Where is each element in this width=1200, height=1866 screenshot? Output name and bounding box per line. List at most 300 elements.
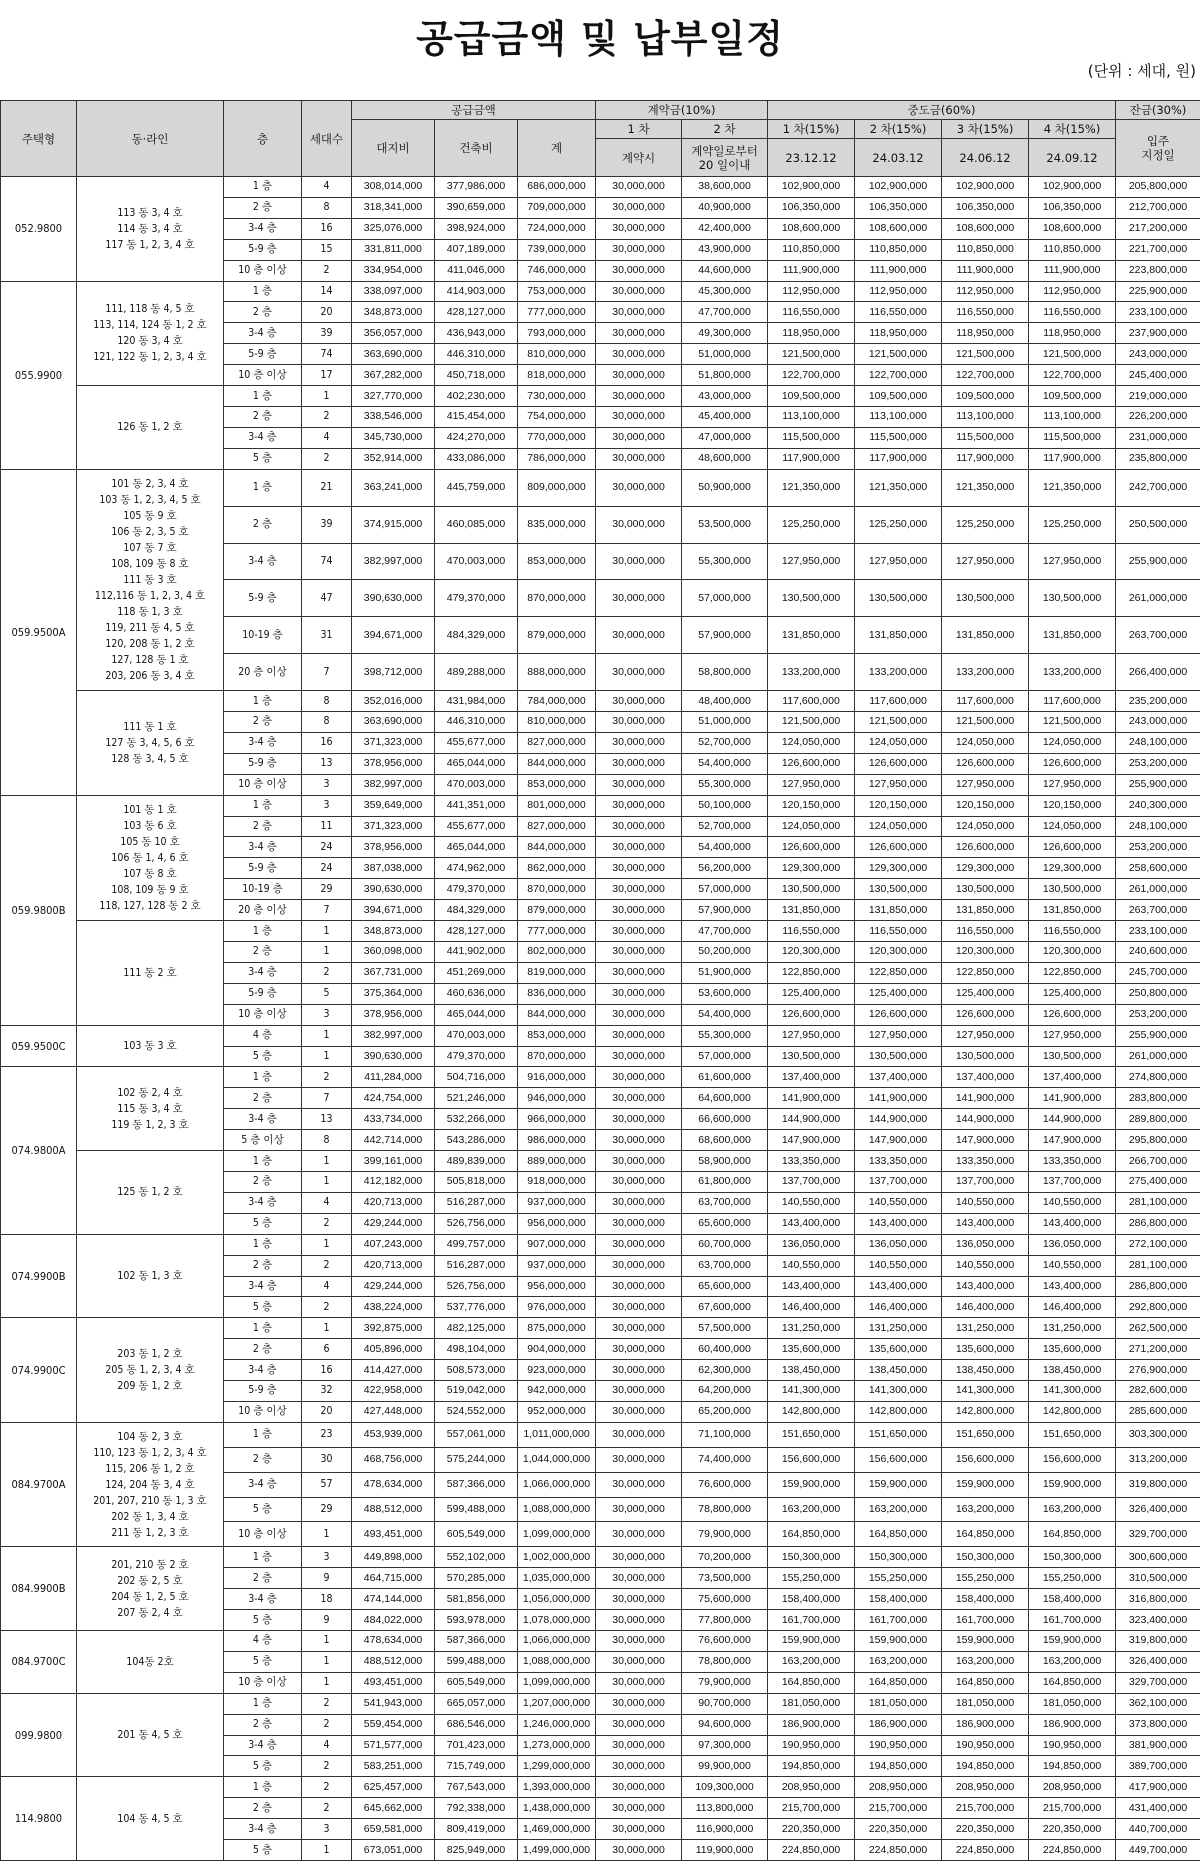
total-cell: 1,299,000,000 bbox=[518, 1756, 596, 1777]
floor-cell: 3-4 층 bbox=[224, 1109, 302, 1130]
middle3-cell: 131,850,000 bbox=[942, 617, 1029, 654]
contract1-cell: 30,000,000 bbox=[596, 1422, 682, 1447]
contract1-cell: 30,000,000 bbox=[596, 1318, 682, 1339]
contract2-cell: 44,600,000 bbox=[682, 260, 768, 281]
contract2-cell: 61,800,000 bbox=[682, 1171, 768, 1192]
total-cell: 801,000,000 bbox=[518, 795, 596, 816]
middle1-cell: 140,550,000 bbox=[768, 1255, 855, 1276]
middle2-cell: 143,400,000 bbox=[855, 1213, 942, 1234]
table-row bbox=[1, 386, 1200, 407]
total-cell: 1,438,000,000 bbox=[518, 1798, 596, 1819]
middle3-cell: 137,400,000 bbox=[942, 1067, 1029, 1088]
contract1-cell: 30,000,000 bbox=[596, 1610, 682, 1631]
build-cell: 446,310,000 bbox=[435, 344, 518, 365]
land-cell: 390,630,000 bbox=[352, 580, 435, 617]
total-cell: 956,000,000 bbox=[518, 1213, 596, 1234]
middle3-cell: 125,250,000 bbox=[942, 506, 1029, 543]
total-cell: 875,000,000 bbox=[518, 1318, 596, 1339]
contract1-cell: 30,000,000 bbox=[596, 1447, 682, 1472]
land-cell: 325,076,000 bbox=[352, 218, 435, 239]
balance-cell: 381,900,000 bbox=[1116, 1735, 1200, 1756]
middle3-cell: 194,850,000 bbox=[942, 1756, 1029, 1777]
build-cell: 479,370,000 bbox=[435, 879, 518, 900]
units-cell: 16 bbox=[302, 218, 352, 239]
contract2-cell: 64,600,000 bbox=[682, 1088, 768, 1109]
middle1-cell: 120,300,000 bbox=[768, 942, 855, 963]
contract2-cell: 60,700,000 bbox=[682, 1234, 768, 1255]
middle2-cell: 141,900,000 bbox=[855, 1088, 942, 1109]
middle3-cell: 126,600,000 bbox=[942, 837, 1029, 858]
contract2-cell: 53,600,000 bbox=[682, 983, 768, 1004]
middle3-cell: 113,100,000 bbox=[942, 406, 1029, 427]
contract1-cell: 30,000,000 bbox=[596, 921, 682, 942]
middle3-cell: 136,050,000 bbox=[942, 1234, 1029, 1255]
units-cell: 2 bbox=[302, 1297, 352, 1318]
floor-cell: 3-4 층 bbox=[224, 1589, 302, 1610]
middle2-cell: 127,950,000 bbox=[855, 543, 942, 580]
middle2-cell: 138,450,000 bbox=[855, 1360, 942, 1381]
build-cell: 407,189,000 bbox=[435, 239, 518, 260]
middle4-cell: 102,900,000 bbox=[1029, 177, 1116, 198]
middle2-cell: 120,150,000 bbox=[855, 795, 942, 816]
contract2-cell: 76,600,000 bbox=[682, 1472, 768, 1497]
middle3-cell: 131,850,000 bbox=[942, 900, 1029, 921]
units-cell: 20 bbox=[302, 1401, 352, 1422]
middle1-cell: 131,850,000 bbox=[768, 617, 855, 654]
contract2-cell: 47,700,000 bbox=[682, 921, 768, 942]
land-cell: 442,714,000 bbox=[352, 1130, 435, 1151]
land-cell: 583,251,000 bbox=[352, 1756, 435, 1777]
middle3-cell: 143,400,000 bbox=[942, 1276, 1029, 1297]
middle3-cell: 124,050,000 bbox=[942, 732, 1029, 753]
land-cell: 559,454,000 bbox=[352, 1714, 435, 1735]
floor-cell: 2 층 bbox=[224, 712, 302, 733]
units-cell: 13 bbox=[302, 753, 352, 774]
contract1-cell: 30,000,000 bbox=[596, 879, 682, 900]
middle2-cell: 117,600,000 bbox=[855, 691, 942, 712]
middle4-cell: 215,700,000 bbox=[1029, 1798, 1116, 1819]
total-cell: 916,000,000 bbox=[518, 1067, 596, 1088]
contract1-cell: 30,000,000 bbox=[596, 1151, 682, 1172]
units-cell: 1 bbox=[302, 1046, 352, 1067]
dong-line-cell: 113 동 3, 4 호 114 동 3, 4 호 117 동 1, 2, 3, 4 호 bbox=[77, 177, 224, 282]
contract2-cell: 119,900,000 bbox=[682, 1840, 768, 1861]
land-cell: 541,943,000 bbox=[352, 1693, 435, 1714]
units-cell: 7 bbox=[302, 1088, 352, 1109]
dong-line-cell: 101 동 2, 3, 4 호 103 동 1, 2, 3, 4, 5 호 105 동 9 호 106 동 2, 3, 5 호 107 동 7 호 108, 109 동 8 호 111 동 3 호 112,116 동 1, 2, 3, 4 호 118 동 1, 3 호 119, 211 동 4, 5 호 120, 208 동 1, 2 호 127, 128 동 1 호 203, 206 동 3, 4 호 bbox=[77, 469, 224, 690]
contract2-cell: 65,600,000 bbox=[682, 1276, 768, 1297]
total-cell: 952,000,000 bbox=[518, 1401, 596, 1422]
contract1-cell: 30,000,000 bbox=[596, 1046, 682, 1067]
middle4-cell: 127,950,000 bbox=[1029, 543, 1116, 580]
balance-cell: 261,000,000 bbox=[1116, 1046, 1200, 1067]
build-cell: 499,757,000 bbox=[435, 1234, 518, 1255]
land-cell: 378,956,000 bbox=[352, 1004, 435, 1025]
middle1-cell: 112,950,000 bbox=[768, 281, 855, 302]
build-cell: 575,244,000 bbox=[435, 1447, 518, 1472]
floor-cell: 10-19 층 bbox=[224, 879, 302, 900]
total-cell: 802,000,000 bbox=[518, 942, 596, 963]
middle4-cell: 126,600,000 bbox=[1029, 837, 1116, 858]
contract1-cell: 30,000,000 bbox=[596, 1213, 682, 1234]
middle2-cell: 131,850,000 bbox=[855, 617, 942, 654]
unit-type-cell: 084.9900B bbox=[1, 1547, 77, 1631]
land-cell: 405,896,000 bbox=[352, 1339, 435, 1360]
middle4-cell: 140,550,000 bbox=[1029, 1192, 1116, 1213]
total-cell: 810,000,000 bbox=[518, 344, 596, 365]
middle1-cell: 121,500,000 bbox=[768, 344, 855, 365]
middle2-cell: 190,950,000 bbox=[855, 1735, 942, 1756]
middle4-cell: 124,050,000 bbox=[1029, 732, 1116, 753]
contract1-cell: 30,000,000 bbox=[596, 1130, 682, 1151]
middle1-cell: 164,850,000 bbox=[768, 1522, 855, 1547]
build-cell: 532,266,000 bbox=[435, 1109, 518, 1130]
middle1-cell: 108,600,000 bbox=[768, 218, 855, 239]
floor-cell: 4 층 bbox=[224, 1631, 302, 1652]
contract2-cell: 56,200,000 bbox=[682, 858, 768, 879]
units-cell: 4 bbox=[302, 1276, 352, 1297]
floor-cell: 1 층 bbox=[224, 1422, 302, 1447]
balance-cell: 250,800,000 bbox=[1116, 983, 1200, 1004]
total-cell: 1,207,000,000 bbox=[518, 1693, 596, 1714]
unit-type-cell: 059.9800B bbox=[1, 795, 77, 1025]
land-cell: 334,954,000 bbox=[352, 260, 435, 281]
balance-cell: 242,700,000 bbox=[1116, 469, 1200, 506]
land-cell: 478,634,000 bbox=[352, 1472, 435, 1497]
contract2-cell: 51,900,000 bbox=[682, 962, 768, 983]
floor-cell: 3-4 층 bbox=[224, 1276, 302, 1297]
middle4-cell: 129,300,000 bbox=[1029, 858, 1116, 879]
middle1-cell: 131,850,000 bbox=[768, 900, 855, 921]
balance-cell: 262,500,000 bbox=[1116, 1318, 1200, 1339]
middle1-cell: 143,400,000 bbox=[768, 1213, 855, 1234]
build-cell: 465,044,000 bbox=[435, 1004, 518, 1025]
table-row bbox=[1, 1025, 1200, 1046]
contract1-cell: 30,000,000 bbox=[596, 406, 682, 427]
build-cell: 446,310,000 bbox=[435, 712, 518, 733]
contract1-cell: 30,000,000 bbox=[596, 837, 682, 858]
contract2-cell: 113,800,000 bbox=[682, 1798, 768, 1819]
contract1-cell: 30,000,000 bbox=[596, 1192, 682, 1213]
middle1-cell: 120,150,000 bbox=[768, 795, 855, 816]
build-cell: 519,042,000 bbox=[435, 1381, 518, 1402]
middle1-cell: 133,350,000 bbox=[768, 1151, 855, 1172]
middle2-cell: 121,500,000 bbox=[855, 344, 942, 365]
total-cell: 1,499,000,000 bbox=[518, 1840, 596, 1861]
units-cell: 4 bbox=[302, 1192, 352, 1213]
middle2-cell: 144,900,000 bbox=[855, 1109, 942, 1130]
total-cell: 818,000,000 bbox=[518, 365, 596, 386]
units-cell: 2 bbox=[302, 406, 352, 427]
middle4-cell: 133,350,000 bbox=[1029, 1151, 1116, 1172]
middle3-cell: 120,150,000 bbox=[942, 795, 1029, 816]
floor-cell: 2 층 bbox=[224, 942, 302, 963]
balance-cell: 240,300,000 bbox=[1116, 795, 1200, 816]
floor-cell: 1 층 bbox=[224, 795, 302, 816]
middle1-cell: 102,900,000 bbox=[768, 177, 855, 198]
balance-cell: 237,900,000 bbox=[1116, 323, 1200, 344]
land-cell: 420,713,000 bbox=[352, 1192, 435, 1213]
dong-line-cell: 103 동 3 호 bbox=[77, 1025, 224, 1067]
middle2-cell: 150,300,000 bbox=[855, 1547, 942, 1568]
land-cell: 378,956,000 bbox=[352, 837, 435, 858]
unit-type-cell: 074.9900C bbox=[1, 1318, 77, 1423]
units-cell: 1 bbox=[302, 1840, 352, 1861]
contract1-cell: 30,000,000 bbox=[596, 1297, 682, 1318]
balance-cell: 289,800,000 bbox=[1116, 1109, 1200, 1130]
land-cell: 414,427,000 bbox=[352, 1360, 435, 1381]
middle1-cell: 116,550,000 bbox=[768, 302, 855, 323]
middle3-cell: 159,900,000 bbox=[942, 1472, 1029, 1497]
contract2-cell: 94,600,000 bbox=[682, 1714, 768, 1735]
build-cell: 433,086,000 bbox=[435, 448, 518, 469]
unit-type-cell: 052.9800 bbox=[1, 177, 77, 282]
contract2-cell: 65,600,000 bbox=[682, 1213, 768, 1234]
balance-cell: 362,100,000 bbox=[1116, 1693, 1200, 1714]
middle1-cell: 143,400,000 bbox=[768, 1276, 855, 1297]
table-row bbox=[1, 1422, 1200, 1447]
total-cell: 784,000,000 bbox=[518, 691, 596, 712]
middle3-cell: 186,900,000 bbox=[942, 1714, 1029, 1735]
build-cell: 445,759,000 bbox=[435, 469, 518, 506]
middle1-cell: 109,500,000 bbox=[768, 386, 855, 407]
build-cell: 465,044,000 bbox=[435, 753, 518, 774]
balance-cell: 253,200,000 bbox=[1116, 753, 1200, 774]
total-cell: 1,066,000,000 bbox=[518, 1631, 596, 1652]
units-cell: 3 bbox=[302, 795, 352, 816]
middle1-cell: 127,950,000 bbox=[768, 774, 855, 795]
balance-cell: 266,700,000 bbox=[1116, 1151, 1200, 1172]
land-cell: 375,364,000 bbox=[352, 983, 435, 1004]
balance-cell: 243,000,000 bbox=[1116, 344, 1200, 365]
land-cell: 367,282,000 bbox=[352, 365, 435, 386]
middle3-cell: 181,050,000 bbox=[942, 1693, 1029, 1714]
table-row bbox=[1, 1547, 1200, 1568]
balance-cell: 272,100,000 bbox=[1116, 1234, 1200, 1255]
col-contract-2: 2 차 bbox=[682, 120, 768, 139]
middle2-cell: 110,850,000 bbox=[855, 239, 942, 260]
middle2-cell: 164,850,000 bbox=[855, 1672, 942, 1693]
contract2-cell: 65,200,000 bbox=[682, 1401, 768, 1422]
total-cell: 1,044,000,000 bbox=[518, 1447, 596, 1472]
middle1-cell: 115,500,000 bbox=[768, 427, 855, 448]
middle1-cell: 190,950,000 bbox=[768, 1735, 855, 1756]
floor-cell: 2 층 bbox=[224, 1088, 302, 1109]
floor-cell: 3-4 층 bbox=[224, 1360, 302, 1381]
middle2-cell: 124,050,000 bbox=[855, 732, 942, 753]
middle2-cell: 159,900,000 bbox=[855, 1631, 942, 1652]
floor-cell: 10-19 층 bbox=[224, 617, 302, 654]
middle1-cell: 137,400,000 bbox=[768, 1067, 855, 1088]
contract2-cell: 45,400,000 bbox=[682, 406, 768, 427]
contract1-cell: 30,000,000 bbox=[596, 900, 682, 921]
middle1-cell: 164,850,000 bbox=[768, 1672, 855, 1693]
contract2-cell: 64,200,000 bbox=[682, 1381, 768, 1402]
build-cell: 686,546,000 bbox=[435, 1714, 518, 1735]
units-cell: 57 bbox=[302, 1472, 352, 1497]
middle3-cell: 115,500,000 bbox=[942, 427, 1029, 448]
units-cell: 2 bbox=[302, 1693, 352, 1714]
floor-cell: 2 층 bbox=[224, 1798, 302, 1819]
floor-cell: 5 층 bbox=[224, 1297, 302, 1318]
col-middle-1: 1 차(15%) bbox=[768, 120, 855, 139]
middle3-cell: 116,550,000 bbox=[942, 302, 1029, 323]
unit-type-cell: 114.9800 bbox=[1, 1777, 77, 1861]
total-cell: 870,000,000 bbox=[518, 1046, 596, 1067]
contract1-cell: 30,000,000 bbox=[596, 1672, 682, 1693]
build-cell: 599,488,000 bbox=[435, 1497, 518, 1522]
total-cell: 1,078,000,000 bbox=[518, 1610, 596, 1631]
total-cell: 793,000,000 bbox=[518, 323, 596, 344]
middle3-cell: 121,500,000 bbox=[942, 712, 1029, 733]
middle1-cell: 126,600,000 bbox=[768, 837, 855, 858]
units-cell: 13 bbox=[302, 1109, 352, 1130]
contract2-cell: 57,900,000 bbox=[682, 900, 768, 921]
units-cell: 1 bbox=[302, 1234, 352, 1255]
middle1-cell: 159,900,000 bbox=[768, 1631, 855, 1652]
units-cell: 2 bbox=[302, 1798, 352, 1819]
floor-cell: 5-9 층 bbox=[224, 1381, 302, 1402]
balance-cell: 266,400,000 bbox=[1116, 654, 1200, 691]
contract1-cell: 30,000,000 bbox=[596, 1589, 682, 1610]
contract2-cell: 79,900,000 bbox=[682, 1672, 768, 1693]
middle1-cell: 111,900,000 bbox=[768, 260, 855, 281]
middle1-cell: 127,950,000 bbox=[768, 543, 855, 580]
units-cell: 24 bbox=[302, 837, 352, 858]
col-units: 세대수 bbox=[302, 101, 352, 177]
middle4-cell: 208,950,000 bbox=[1029, 1777, 1116, 1798]
middle3-cell: 122,700,000 bbox=[942, 365, 1029, 386]
middle1-cell: 118,950,000 bbox=[768, 323, 855, 344]
balance-cell: 225,900,000 bbox=[1116, 281, 1200, 302]
total-cell: 1,393,000,000 bbox=[518, 1777, 596, 1798]
middle3-cell: 146,400,000 bbox=[942, 1297, 1029, 1318]
floor-cell: 3-4 층 bbox=[224, 1472, 302, 1497]
middle4-cell: 131,850,000 bbox=[1029, 617, 1116, 654]
total-cell: 730,000,000 bbox=[518, 386, 596, 407]
balance-cell: 231,000,000 bbox=[1116, 427, 1200, 448]
contract1-cell: 30,000,000 bbox=[596, 1004, 682, 1025]
contract1-cell: 30,000,000 bbox=[596, 1109, 682, 1130]
total-cell: 937,000,000 bbox=[518, 1192, 596, 1213]
build-cell: 398,924,000 bbox=[435, 218, 518, 239]
land-cell: 356,057,000 bbox=[352, 323, 435, 344]
contract2-cell: 67,600,000 bbox=[682, 1297, 768, 1318]
build-cell: 470,003,000 bbox=[435, 774, 518, 795]
units-cell: 9 bbox=[302, 1610, 352, 1631]
middle3-cell: 102,900,000 bbox=[942, 177, 1029, 198]
build-cell: 570,285,000 bbox=[435, 1568, 518, 1589]
contract1-cell: 30,000,000 bbox=[596, 1088, 682, 1109]
contract1-cell: 30,000,000 bbox=[596, 506, 682, 543]
middle3-cell: 140,550,000 bbox=[942, 1255, 1029, 1276]
table-row bbox=[1, 1318, 1200, 1339]
col-supply: 공급금액 bbox=[352, 101, 596, 120]
total-cell: 966,000,000 bbox=[518, 1109, 596, 1130]
col-middle-4-date: 24.09.12 bbox=[1029, 139, 1116, 177]
contract1-cell: 30,000,000 bbox=[596, 1840, 682, 1861]
build-cell: 809,419,000 bbox=[435, 1819, 518, 1840]
total-cell: 1,088,000,000 bbox=[518, 1497, 596, 1522]
total-cell: 1,088,000,000 bbox=[518, 1651, 596, 1672]
middle4-cell: 181,050,000 bbox=[1029, 1693, 1116, 1714]
middle3-cell: 163,200,000 bbox=[942, 1497, 1029, 1522]
floor-cell: 1 층 bbox=[224, 281, 302, 302]
contract2-cell: 57,000,000 bbox=[682, 580, 768, 617]
build-cell: 436,943,000 bbox=[435, 323, 518, 344]
floor-cell: 3-4 층 bbox=[224, 732, 302, 753]
balance-cell: 255,900,000 bbox=[1116, 543, 1200, 580]
middle4-cell: 159,900,000 bbox=[1029, 1472, 1116, 1497]
contract1-cell: 30,000,000 bbox=[596, 942, 682, 963]
build-cell: 526,756,000 bbox=[435, 1213, 518, 1234]
build-cell: 792,338,000 bbox=[435, 1798, 518, 1819]
floor-cell: 3-4 층 bbox=[224, 962, 302, 983]
col-balance-date: 입주 지정일 bbox=[1116, 120, 1200, 177]
units-cell: 1 bbox=[302, 1025, 352, 1046]
floor-cell: 20 층 이상 bbox=[224, 654, 302, 691]
contract1-cell: 30,000,000 bbox=[596, 774, 682, 795]
contract2-cell: 99,900,000 bbox=[682, 1756, 768, 1777]
middle2-cell: 137,400,000 bbox=[855, 1067, 942, 1088]
units-cell: 1 bbox=[302, 386, 352, 407]
contract2-cell: 78,800,000 bbox=[682, 1651, 768, 1672]
build-cell: 498,104,000 bbox=[435, 1339, 518, 1360]
contract2-cell: 78,800,000 bbox=[682, 1497, 768, 1522]
middle1-cell: 121,500,000 bbox=[768, 712, 855, 733]
middle4-cell: 164,850,000 bbox=[1029, 1672, 1116, 1693]
units-cell: 1 bbox=[302, 1171, 352, 1192]
middle1-cell: 129,300,000 bbox=[768, 858, 855, 879]
middle4-cell: 112,950,000 bbox=[1029, 281, 1116, 302]
contract2-cell: 45,300,000 bbox=[682, 281, 768, 302]
build-cell: 484,329,000 bbox=[435, 617, 518, 654]
contract1-cell: 30,000,000 bbox=[596, 654, 682, 691]
floor-cell: 10 층 이상 bbox=[224, 365, 302, 386]
contract2-cell: 60,400,000 bbox=[682, 1339, 768, 1360]
floor-cell: 5 층 bbox=[224, 1756, 302, 1777]
middle1-cell: 130,500,000 bbox=[768, 580, 855, 617]
contract2-cell: 53,500,000 bbox=[682, 506, 768, 543]
balance-cell: 310,500,000 bbox=[1116, 1568, 1200, 1589]
build-cell: 402,230,000 bbox=[435, 386, 518, 407]
build-cell: 479,370,000 bbox=[435, 1046, 518, 1067]
balance-cell: 300,600,000 bbox=[1116, 1547, 1200, 1568]
middle4-cell: 125,400,000 bbox=[1029, 983, 1116, 1004]
middle2-cell: 142,800,000 bbox=[855, 1401, 942, 1422]
contract2-cell: 116,900,000 bbox=[682, 1819, 768, 1840]
middle3-cell: 126,600,000 bbox=[942, 753, 1029, 774]
contract1-cell: 30,000,000 bbox=[596, 1631, 682, 1652]
contract2-cell: 63,700,000 bbox=[682, 1192, 768, 1213]
middle3-cell: 135,600,000 bbox=[942, 1339, 1029, 1360]
units-cell: 3 bbox=[302, 1819, 352, 1840]
middle2-cell: 151,650,000 bbox=[855, 1422, 942, 1447]
table-row bbox=[1, 177, 1200, 198]
contract2-cell: 97,300,000 bbox=[682, 1735, 768, 1756]
middle3-cell: 130,500,000 bbox=[942, 1046, 1029, 1067]
build-cell: 537,776,000 bbox=[435, 1297, 518, 1318]
middle1-cell: 124,050,000 bbox=[768, 816, 855, 837]
middle4-cell: 113,100,000 bbox=[1029, 406, 1116, 427]
middle2-cell: 163,200,000 bbox=[855, 1651, 942, 1672]
units-cell: 23 bbox=[302, 1422, 352, 1447]
floor-cell: 1 층 bbox=[224, 469, 302, 506]
units-cell: 6 bbox=[302, 1339, 352, 1360]
floor-cell: 3-4 층 bbox=[224, 323, 302, 344]
balance-cell: 248,100,000 bbox=[1116, 816, 1200, 837]
build-cell: 587,366,000 bbox=[435, 1472, 518, 1497]
